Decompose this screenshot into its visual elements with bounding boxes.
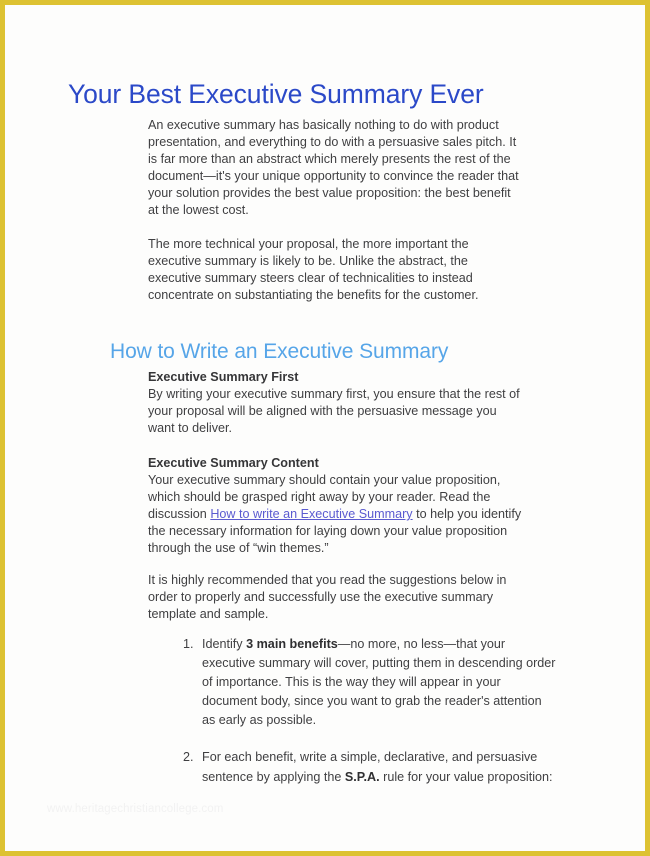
list-item-2-text-before-bold: For each benefit, write a simple, declarative, and persuasive sentence by applying the [202, 750, 538, 784]
list-item [197, 748, 557, 786]
site-watermark: www.heritagechristiancollege.com [47, 803, 224, 815]
list-item-1-bold-text: 3 main benefits [246, 637, 338, 651]
block-2-paragraph [148, 455, 523, 558]
block-1-body: By writing your executive summary first, you ensure that the rest of your proposal will be aligned with the persuasive message you want to deliver. [148, 387, 520, 436]
block-executive-summary-content [148, 455, 523, 558]
recommendation-paragraph-container [148, 572, 523, 623]
block-1-paragraph [148, 369, 523, 437]
list-item [197, 635, 557, 730]
intro-paragraph-2-container [148, 236, 523, 304]
intro-paragraph-1-container [148, 117, 523, 220]
section-heading: How to Write an Executive Summary [110, 340, 449, 364]
list-item-2-text-after-bold: rule for your value proposition: [379, 769, 553, 784]
block-executive-summary-first [148, 369, 523, 437]
block-2-body-after-link: to help you identify the necessary information for laying down your value proposition through the use of “win themes.” [148, 507, 522, 556]
how-to-write-executive-summary-link[interactable]: How to write an Executive Summary [210, 507, 413, 522]
block-2-heading: Executive Summary Content [148, 456, 319, 470]
page-sheet [5, 5, 645, 851]
page-border-bottom [0, 851, 650, 856]
intro-paragraph-1: An executive summary has basically nothing to do with product presentation, and everything to do with a persuasive sales pitch. It is far more than an abstract which merely presents the rest of the document—it's your unique opportunity to convince the reader that your solution provides the best value proposition: the best benefit at the lowest cost. [148, 118, 519, 218]
intro-paragraph-2: The more technical your proposal, the more important the executive summary is likely to be. Unlike the abstract, the executive summary steers clear of technicalities to instead concentrate on substantiating the benefits for the customer. [148, 237, 479, 303]
block-1-heading: Executive Summary First [148, 370, 299, 384]
page-title: Your Best Executive Summary Ever [68, 78, 484, 109]
list-item-1-text-before-bold: Identify [202, 637, 247, 651]
list-item-2-bold-text: S.P.A. [344, 769, 380, 784]
suggestions-ordered-list [168, 635, 557, 787]
page-border-right [645, 0, 650, 856]
block-2-body-before-link: Your executive summary should contain your value proposition, which should be grasped right away by your reader. Read the discussion [148, 473, 501, 522]
list-item-1-text-after-bold: —no more, no less—that your executive summary will cover, putting them in descending order of importance. This is the way they will appear in your document body, since you want to grab the reader's attention as early as possible. [202, 637, 556, 728]
recommendation-paragraph: It is highly recommended that you read the suggestions below in order to properly and successfully use the executive summary template and sample. [148, 573, 507, 622]
